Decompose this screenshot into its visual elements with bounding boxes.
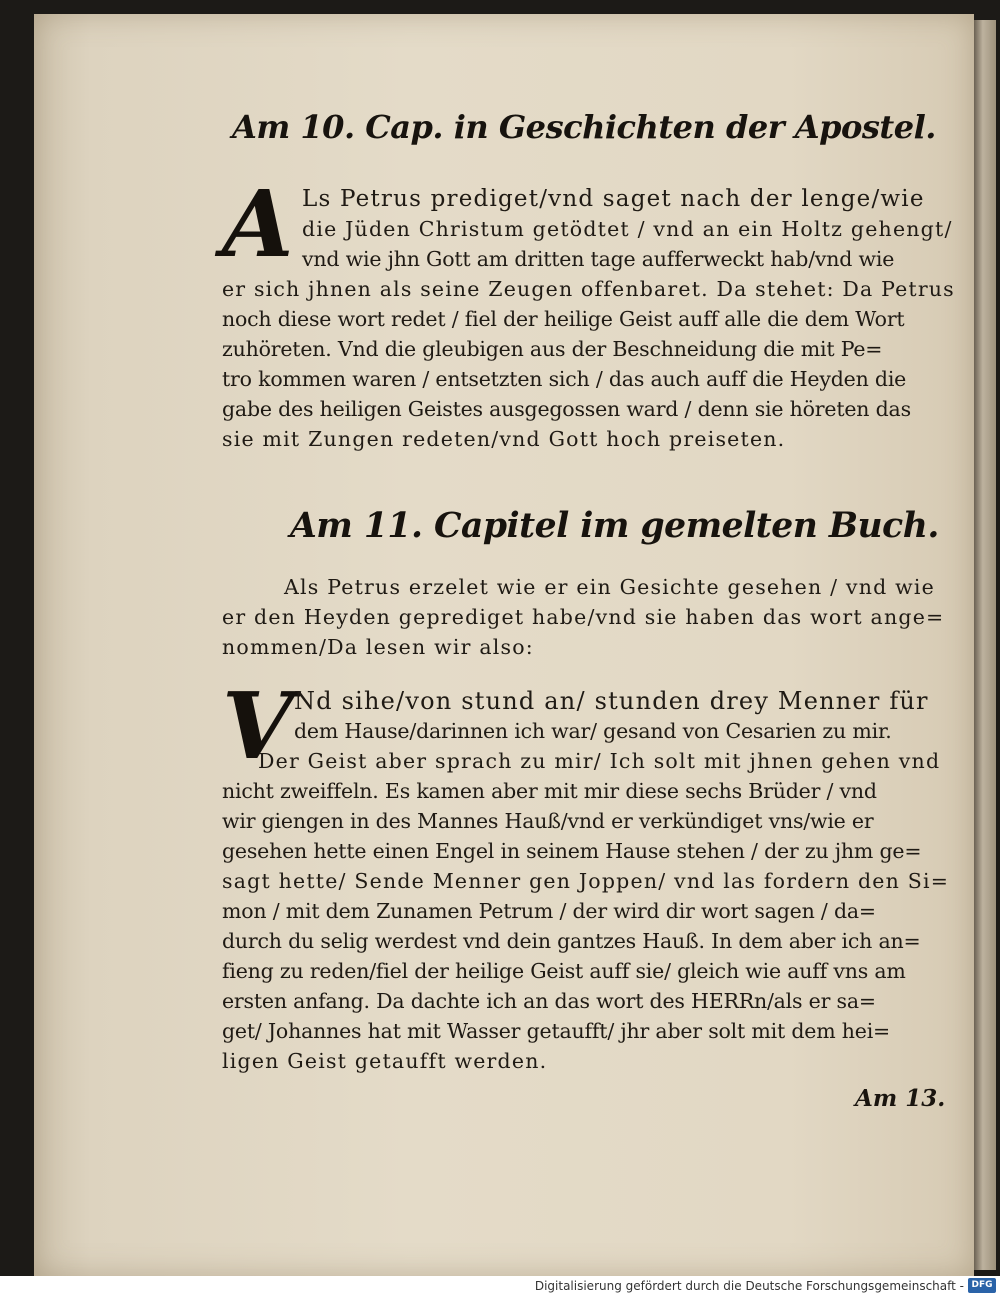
section-1-text bbox=[222, 184, 982, 454]
dfg-logo-icon: DFG bbox=[968, 1278, 996, 1293]
text-line: die Jüden Christum getödtet / vnd an ein Holtz gehengt/ bbox=[302, 217, 953, 241]
text-line: dem Hause/darinnen ich war/ gesand von Cesarien zu mir. bbox=[294, 719, 892, 743]
dropcap-a: A bbox=[222, 170, 294, 278]
funding-notice: Digitalisierung gefördert durch die Deutsche Forschungsgemeinschaft - bbox=[534, 1279, 964, 1293]
chapter-heading-10: Am 10. Cap. in Geschichten der Apostel. bbox=[232, 108, 936, 146]
text-line: nicht zweiffeln. Es kamen aber mit mir diese sechs Brüder / vnd bbox=[222, 779, 877, 803]
text-line: noch diese wort redet / fiel der heilige Geist auff alle die dem Wort bbox=[222, 307, 905, 331]
text-line: sie mit Zungen redeten/vnd Gott hoch preiseten. bbox=[222, 427, 786, 451]
text-line: er den Heyden geprediget habe/vnd sie haben das wort ange= bbox=[222, 605, 945, 629]
chapter-heading-11: Am 11. Capitel im gemelten Buch. bbox=[290, 506, 939, 546]
text-line: nommen/Da lesen wir also: bbox=[222, 635, 534, 659]
footer-bar bbox=[0, 1276, 1000, 1297]
text-line: durch du selig werdest vnd dein gantzes Hauß. In dem aber ich an= bbox=[222, 929, 921, 953]
text-line: vnd wie jhn Gott am dritten tage aufferweckt hab/vnd wie bbox=[302, 247, 895, 271]
text-line: zuhöreten. Vnd die gleubigen aus der Beschneidung die mit Pe= bbox=[222, 337, 883, 361]
catchword: Am 13. bbox=[855, 1085, 946, 1112]
text-line: ersten anfang. Da dachte ich an das wort des HERRn/als er sa= bbox=[222, 989, 876, 1013]
text-line: Nd sihe/von stund an/ stunden drey Menner für bbox=[294, 687, 929, 715]
text-line: get/ Johannes hat mit Wasser getaufft/ jhr aber solt mit dem hei= bbox=[222, 1019, 891, 1043]
text-line: sagt hette/ Sende Menner gen Joppen/ vnd las fordern den Si= bbox=[222, 869, 950, 893]
section-2-text bbox=[222, 572, 982, 662]
section-3-text bbox=[222, 686, 982, 1076]
text-line: mon / mit dem Zunamen Petrum / der wird dir wort sagen / da= bbox=[222, 899, 876, 923]
text-line: Als Petrus erzelet wie er ein Gesichte gesehen / vnd wie bbox=[284, 575, 935, 599]
text-line: ligen Geist getaufft werden. bbox=[222, 1049, 548, 1073]
text-line: Ls Petrus prediget/vnd saget nach der lenge/wie bbox=[302, 186, 925, 212]
text-line: Der Geist aber sprach zu mir/ Ich solt mit jhnen gehen vnd bbox=[258, 749, 941, 773]
text-line: tro kommen waren / entsetzten sich / das auch auff die Heyden die bbox=[222, 367, 907, 391]
text-line: wir giengen in des Mannes Hauß/vnd er verkündiget vns/wie er bbox=[222, 809, 874, 833]
text-line: gabe des heiligen Geistes ausgegossen ward / denn sie höreten das bbox=[222, 397, 911, 421]
dropcap-v: V bbox=[222, 672, 294, 780]
text-line: gesehen hette einen Engel in seinem Hause stehen / der zu jhm ge= bbox=[222, 839, 922, 863]
text-line: fieng zu reden/fiel der heilige Geist auff sie/ gleich wie auff vns am bbox=[222, 959, 906, 983]
text-line: er sich jhnen als seine Zeugen offenbaret. Da stehet: Da Petrus bbox=[222, 277, 955, 301]
